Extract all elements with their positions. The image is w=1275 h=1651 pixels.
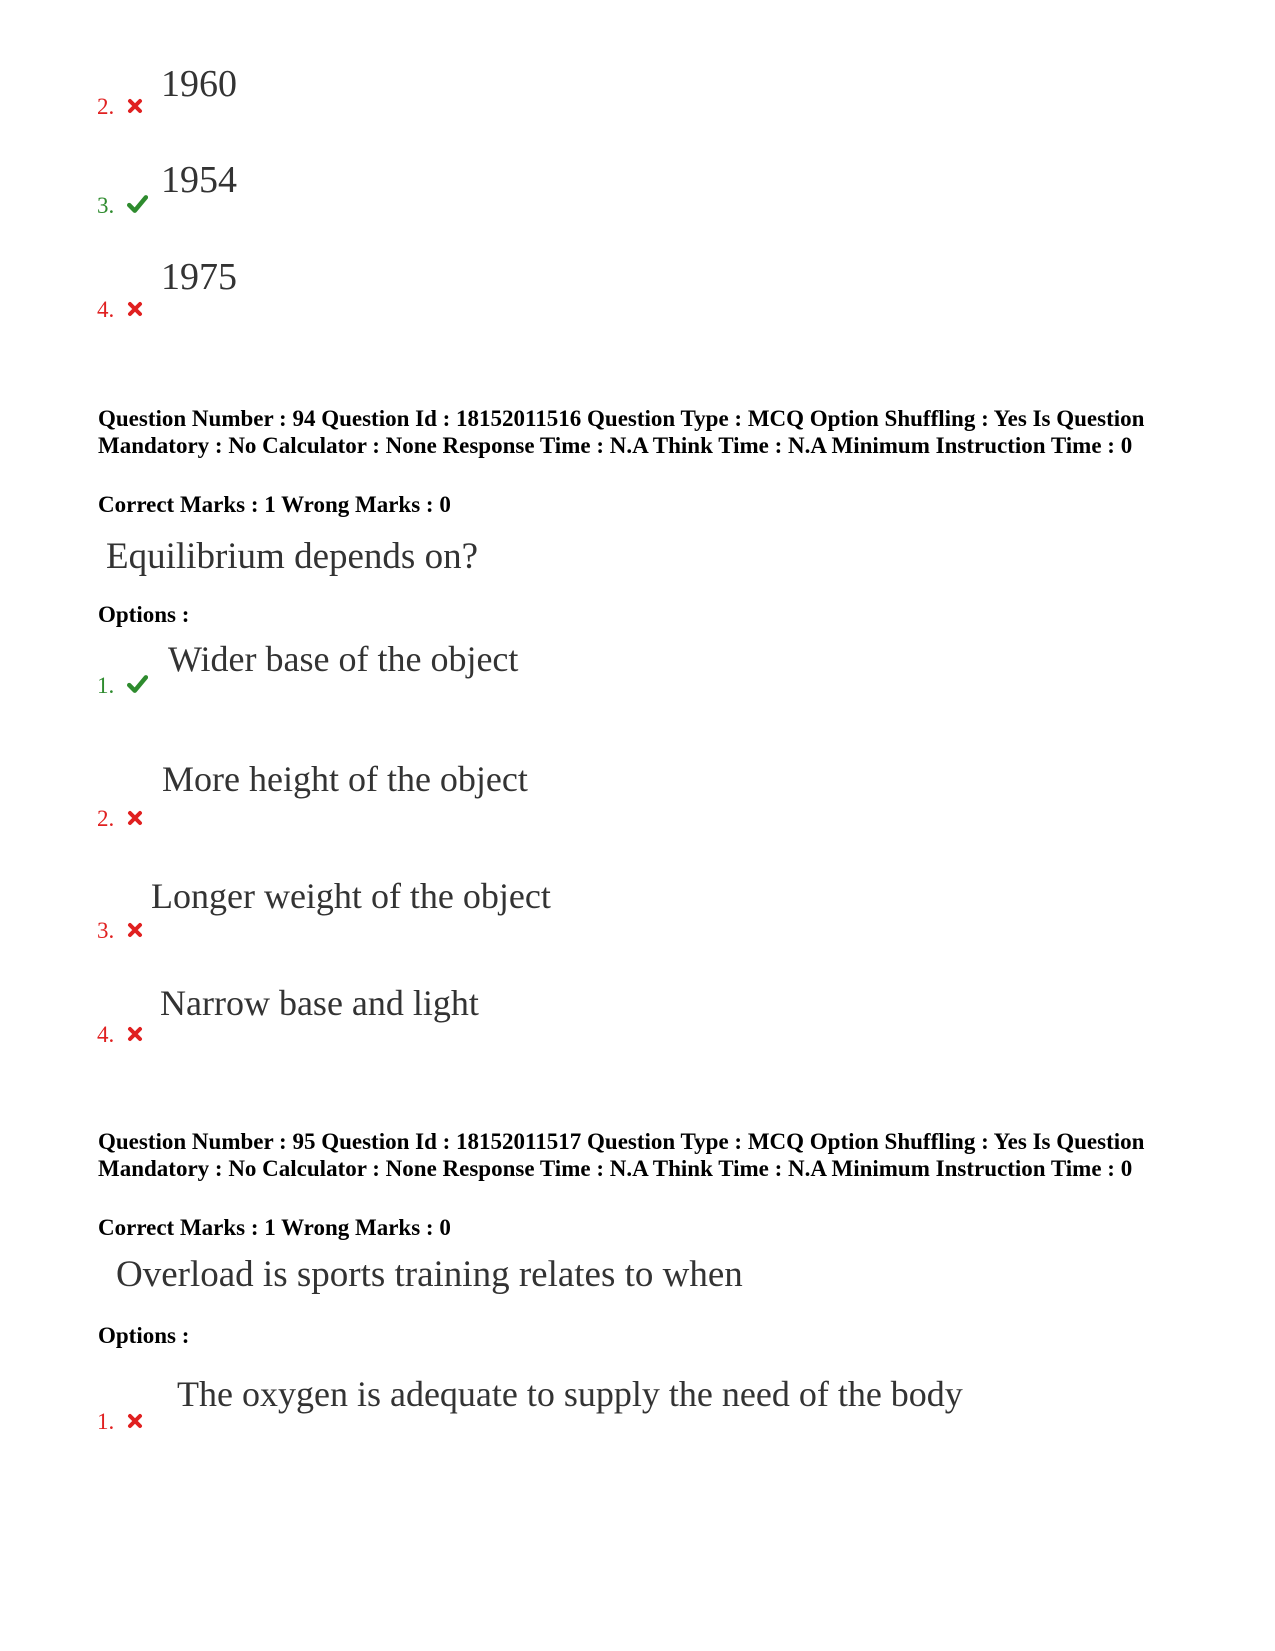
check-icon: [126, 674, 148, 694]
option-text: Longer weight of the object: [151, 876, 551, 916]
cross-icon: [126, 921, 144, 939]
option-number: 1.: [97, 673, 115, 698]
check-icon: [126, 194, 148, 214]
cross-icon: [126, 1025, 144, 1043]
cross-icon: [126, 300, 144, 318]
option-text: 1960: [161, 63, 237, 105]
option-number: 3.: [97, 918, 115, 943]
option-text: Wider base of the object: [168, 639, 519, 679]
options-label: Options :: [98, 602, 190, 627]
options-label: Options :: [98, 1323, 190, 1348]
question-text: Overload is sports training relates to when: [116, 1254, 743, 1295]
option-number: 3.: [97, 193, 115, 218]
option-text: 1954: [161, 159, 237, 201]
option-text: 1975: [161, 256, 237, 298]
option-text: The oxygen is adequate to supply the need of the body: [177, 1374, 963, 1414]
option-text: Narrow base and light: [160, 983, 479, 1023]
cross-icon: [126, 1412, 144, 1430]
cross-icon: [126, 809, 144, 827]
option-number: 1.: [97, 1409, 115, 1434]
question-meta: Question Number : 95 Question Id : 18152011517 Question Type : MCQ Option Shuffling : Yes Is Question Mandatory : No Calculator : None Response Time : N.A Think Time : N.A Minimum Instruction Time : 0: [98, 1129, 1145, 1181]
option-number: 2.: [97, 806, 115, 831]
question-text: Equilibrium depends on?: [106, 536, 478, 577]
cross-icon: [126, 97, 144, 115]
question-meta: Question Number : 94 Question Id : 18152011516 Question Type : MCQ Option Shuffling : Yes Is Question Mandatory : No Calculator : None Response Time : N.A Think Time : N.A Minimum Instruction Time : 0: [98, 406, 1145, 458]
option-number: 4.: [97, 1022, 115, 1047]
option-number: 4.: [97, 297, 115, 322]
question-marks: Correct Marks : 1 Wrong Marks : 0: [98, 1215, 451, 1240]
question-marks: Correct Marks : 1 Wrong Marks : 0: [98, 492, 451, 517]
option-text: More height of the object: [162, 759, 528, 799]
option-number: 2.: [97, 94, 115, 119]
